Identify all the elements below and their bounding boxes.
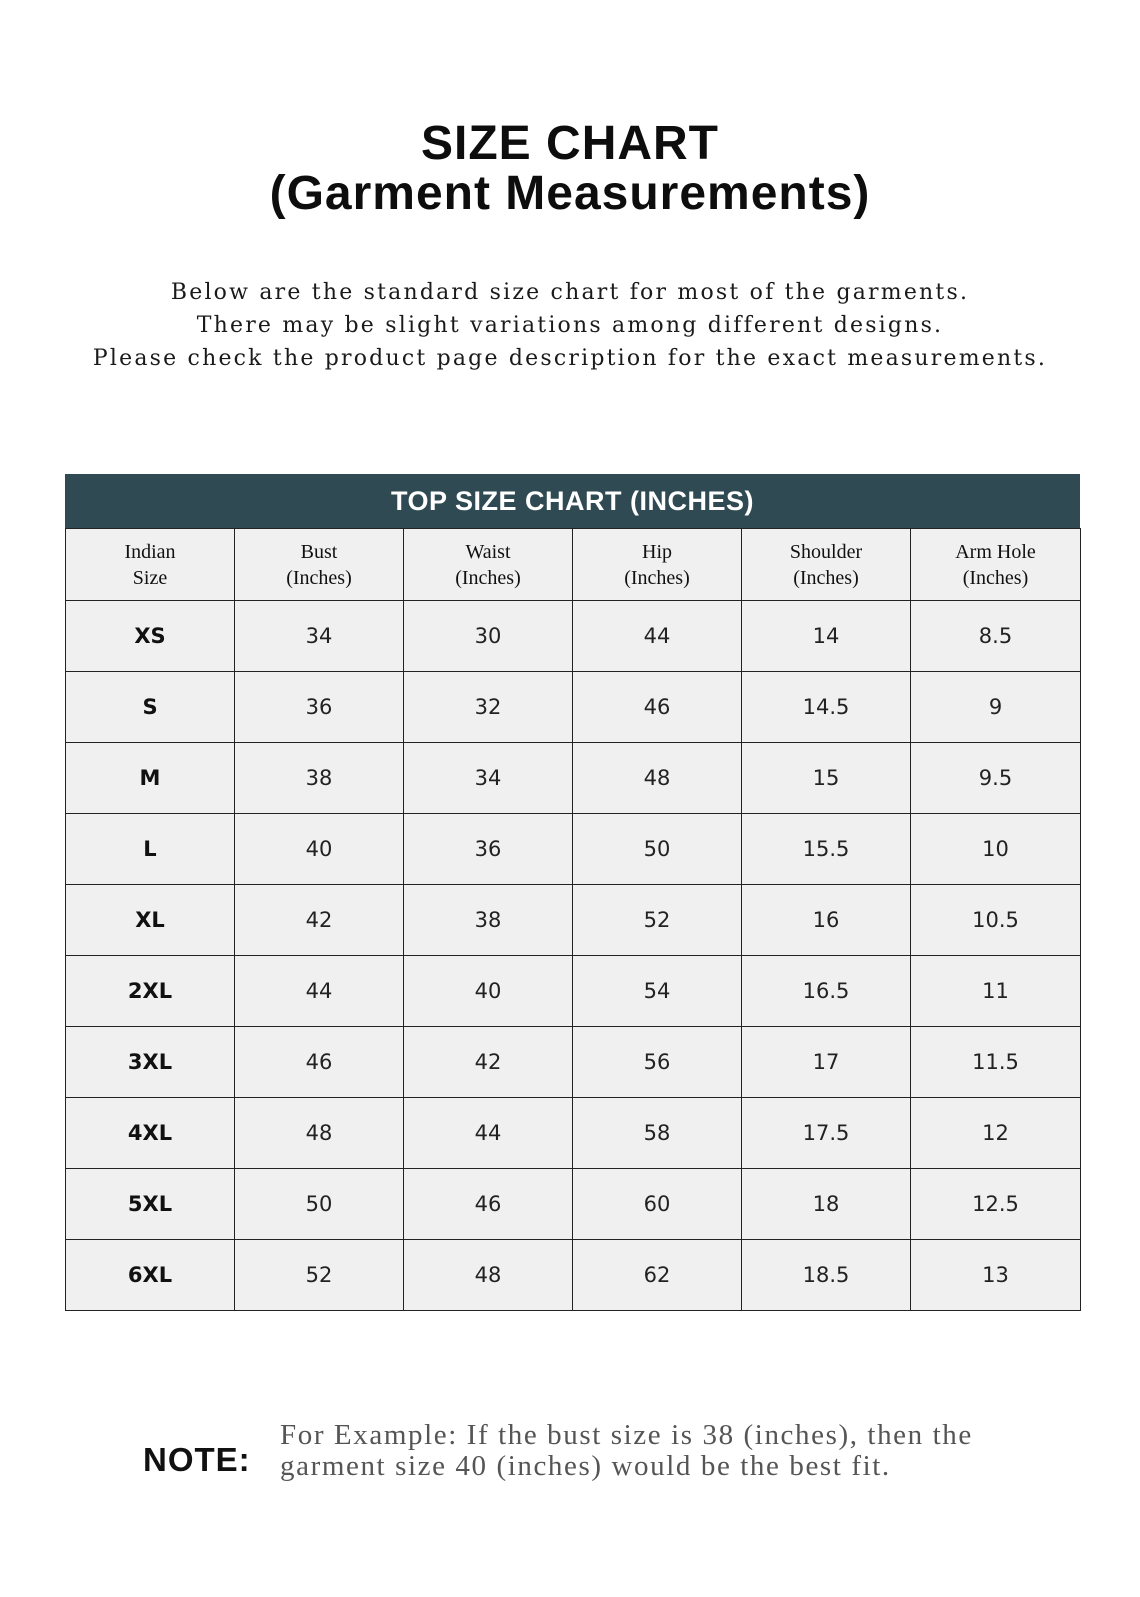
shoulder-cell: 14 [742, 601, 911, 672]
table-row [66, 885, 1081, 956]
bust-cell: 38 [235, 743, 404, 814]
size-cell: M [66, 743, 235, 814]
shoulder-cell: 18.5 [742, 1240, 911, 1311]
shoulder-cell: 17.5 [742, 1098, 911, 1169]
bust-cell: 46 [235, 1027, 404, 1098]
bust-cell: 40 [235, 814, 404, 885]
hip-cell: 54 [573, 956, 742, 1027]
size-cell: XL [66, 885, 235, 956]
table-row [66, 601, 1081, 672]
hip-cell: 56 [573, 1027, 742, 1098]
arm-hole-cell: 10.5 [911, 885, 1081, 956]
bust-cell: 50 [235, 1169, 404, 1240]
size-cell: L [66, 814, 235, 885]
note-line-1: For Example: If the bust size is 38 (inches), then the [280, 1419, 973, 1451]
waist-cell: 40 [404, 956, 573, 1027]
shoulder-cell: 18 [742, 1169, 911, 1240]
note-text [280, 1420, 1040, 1482]
table-row [66, 1169, 1081, 1240]
size-cell: 5XL [66, 1169, 235, 1240]
arm-hole-cell: 12 [911, 1098, 1081, 1169]
arm-hole-cell: 8.5 [911, 601, 1081, 672]
chart-caption: TOP SIZE CHART (INCHES) [65, 474, 1080, 528]
size-cell: S [66, 672, 235, 743]
table-row [66, 1027, 1081, 1098]
size-cell: XS [66, 601, 235, 672]
arm-hole-cell: 9 [911, 672, 1081, 743]
bust-cell: 36 [235, 672, 404, 743]
hip-cell: 46 [573, 672, 742, 743]
hip-cell: 48 [573, 743, 742, 814]
page-title: SIZE CHART [421, 117, 719, 170]
table-row [66, 743, 1081, 814]
table-row [66, 956, 1081, 1027]
bust-cell: 48 [235, 1098, 404, 1169]
hip-cell: 58 [573, 1098, 742, 1169]
hip-cell: 62 [573, 1240, 742, 1311]
header-hip: Hip (Inches) [573, 529, 742, 601]
waist-cell: 34 [404, 743, 573, 814]
table-row [66, 814, 1081, 885]
hip-cell: 44 [573, 601, 742, 672]
page-subtitle: (Garment Measurements) [269, 167, 871, 220]
intro-line-2: There may be slight variations among different designs. [196, 313, 944, 338]
shoulder-cell: 16 [742, 885, 911, 956]
table-row [66, 672, 1081, 743]
size-cell: 3XL [66, 1027, 235, 1098]
shoulder-cell: 16.5 [742, 956, 911, 1027]
arm-hole-cell: 11 [911, 956, 1081, 1027]
arm-hole-cell: 10 [911, 814, 1081, 885]
shoulder-cell: 15 [742, 743, 911, 814]
size-cell: 4XL [66, 1098, 235, 1169]
hip-cell: 50 [573, 814, 742, 885]
bust-cell: 52 [235, 1240, 404, 1311]
arm-hole-cell: 13 [911, 1240, 1081, 1311]
header-shoulder: Shoulder (Inches) [742, 529, 911, 601]
waist-cell: 46 [404, 1169, 573, 1240]
table-header-row [66, 529, 1081, 601]
waist-cell: 30 [404, 601, 573, 672]
intro-line-1: Below are the standard size chart for most of the garments. [170, 280, 970, 305]
waist-cell: 32 [404, 672, 573, 743]
waist-cell: 38 [404, 885, 573, 956]
size-table [65, 528, 1081, 1311]
bust-cell: 42 [235, 885, 404, 956]
bust-cell: 34 [235, 601, 404, 672]
header-bust: Bust (Inches) [235, 529, 404, 601]
bust-cell: 44 [235, 956, 404, 1027]
table-row [66, 1240, 1081, 1311]
header-arm-hole: Arm Hole (Inches) [911, 529, 1081, 601]
waist-cell: 42 [404, 1027, 573, 1098]
note-label: NOTE: [143, 1441, 251, 1478]
waist-cell: 44 [404, 1098, 573, 1169]
shoulder-cell: 14.5 [742, 672, 911, 743]
arm-hole-cell: 9.5 [911, 743, 1081, 814]
arm-hole-cell: 12.5 [911, 1169, 1081, 1240]
size-cell: 6XL [66, 1240, 235, 1311]
header-waist: Waist (Inches) [404, 529, 573, 601]
intro-line-3: Please check the product page description for the exact measurements. [92, 346, 1048, 371]
arm-hole-cell: 11.5 [911, 1027, 1081, 1098]
header-indian-size: Indian Size [66, 529, 235, 601]
waist-cell: 36 [404, 814, 573, 885]
size-cell: 2XL [66, 956, 235, 1027]
table-row [66, 1098, 1081, 1169]
hip-cell: 52 [573, 885, 742, 956]
shoulder-cell: 15.5 [742, 814, 911, 885]
note-line-2: garment size 40 (inches) would be the best fit. [280, 1450, 891, 1482]
shoulder-cell: 17 [742, 1027, 911, 1098]
hip-cell: 60 [573, 1169, 742, 1240]
waist-cell: 48 [404, 1240, 573, 1311]
